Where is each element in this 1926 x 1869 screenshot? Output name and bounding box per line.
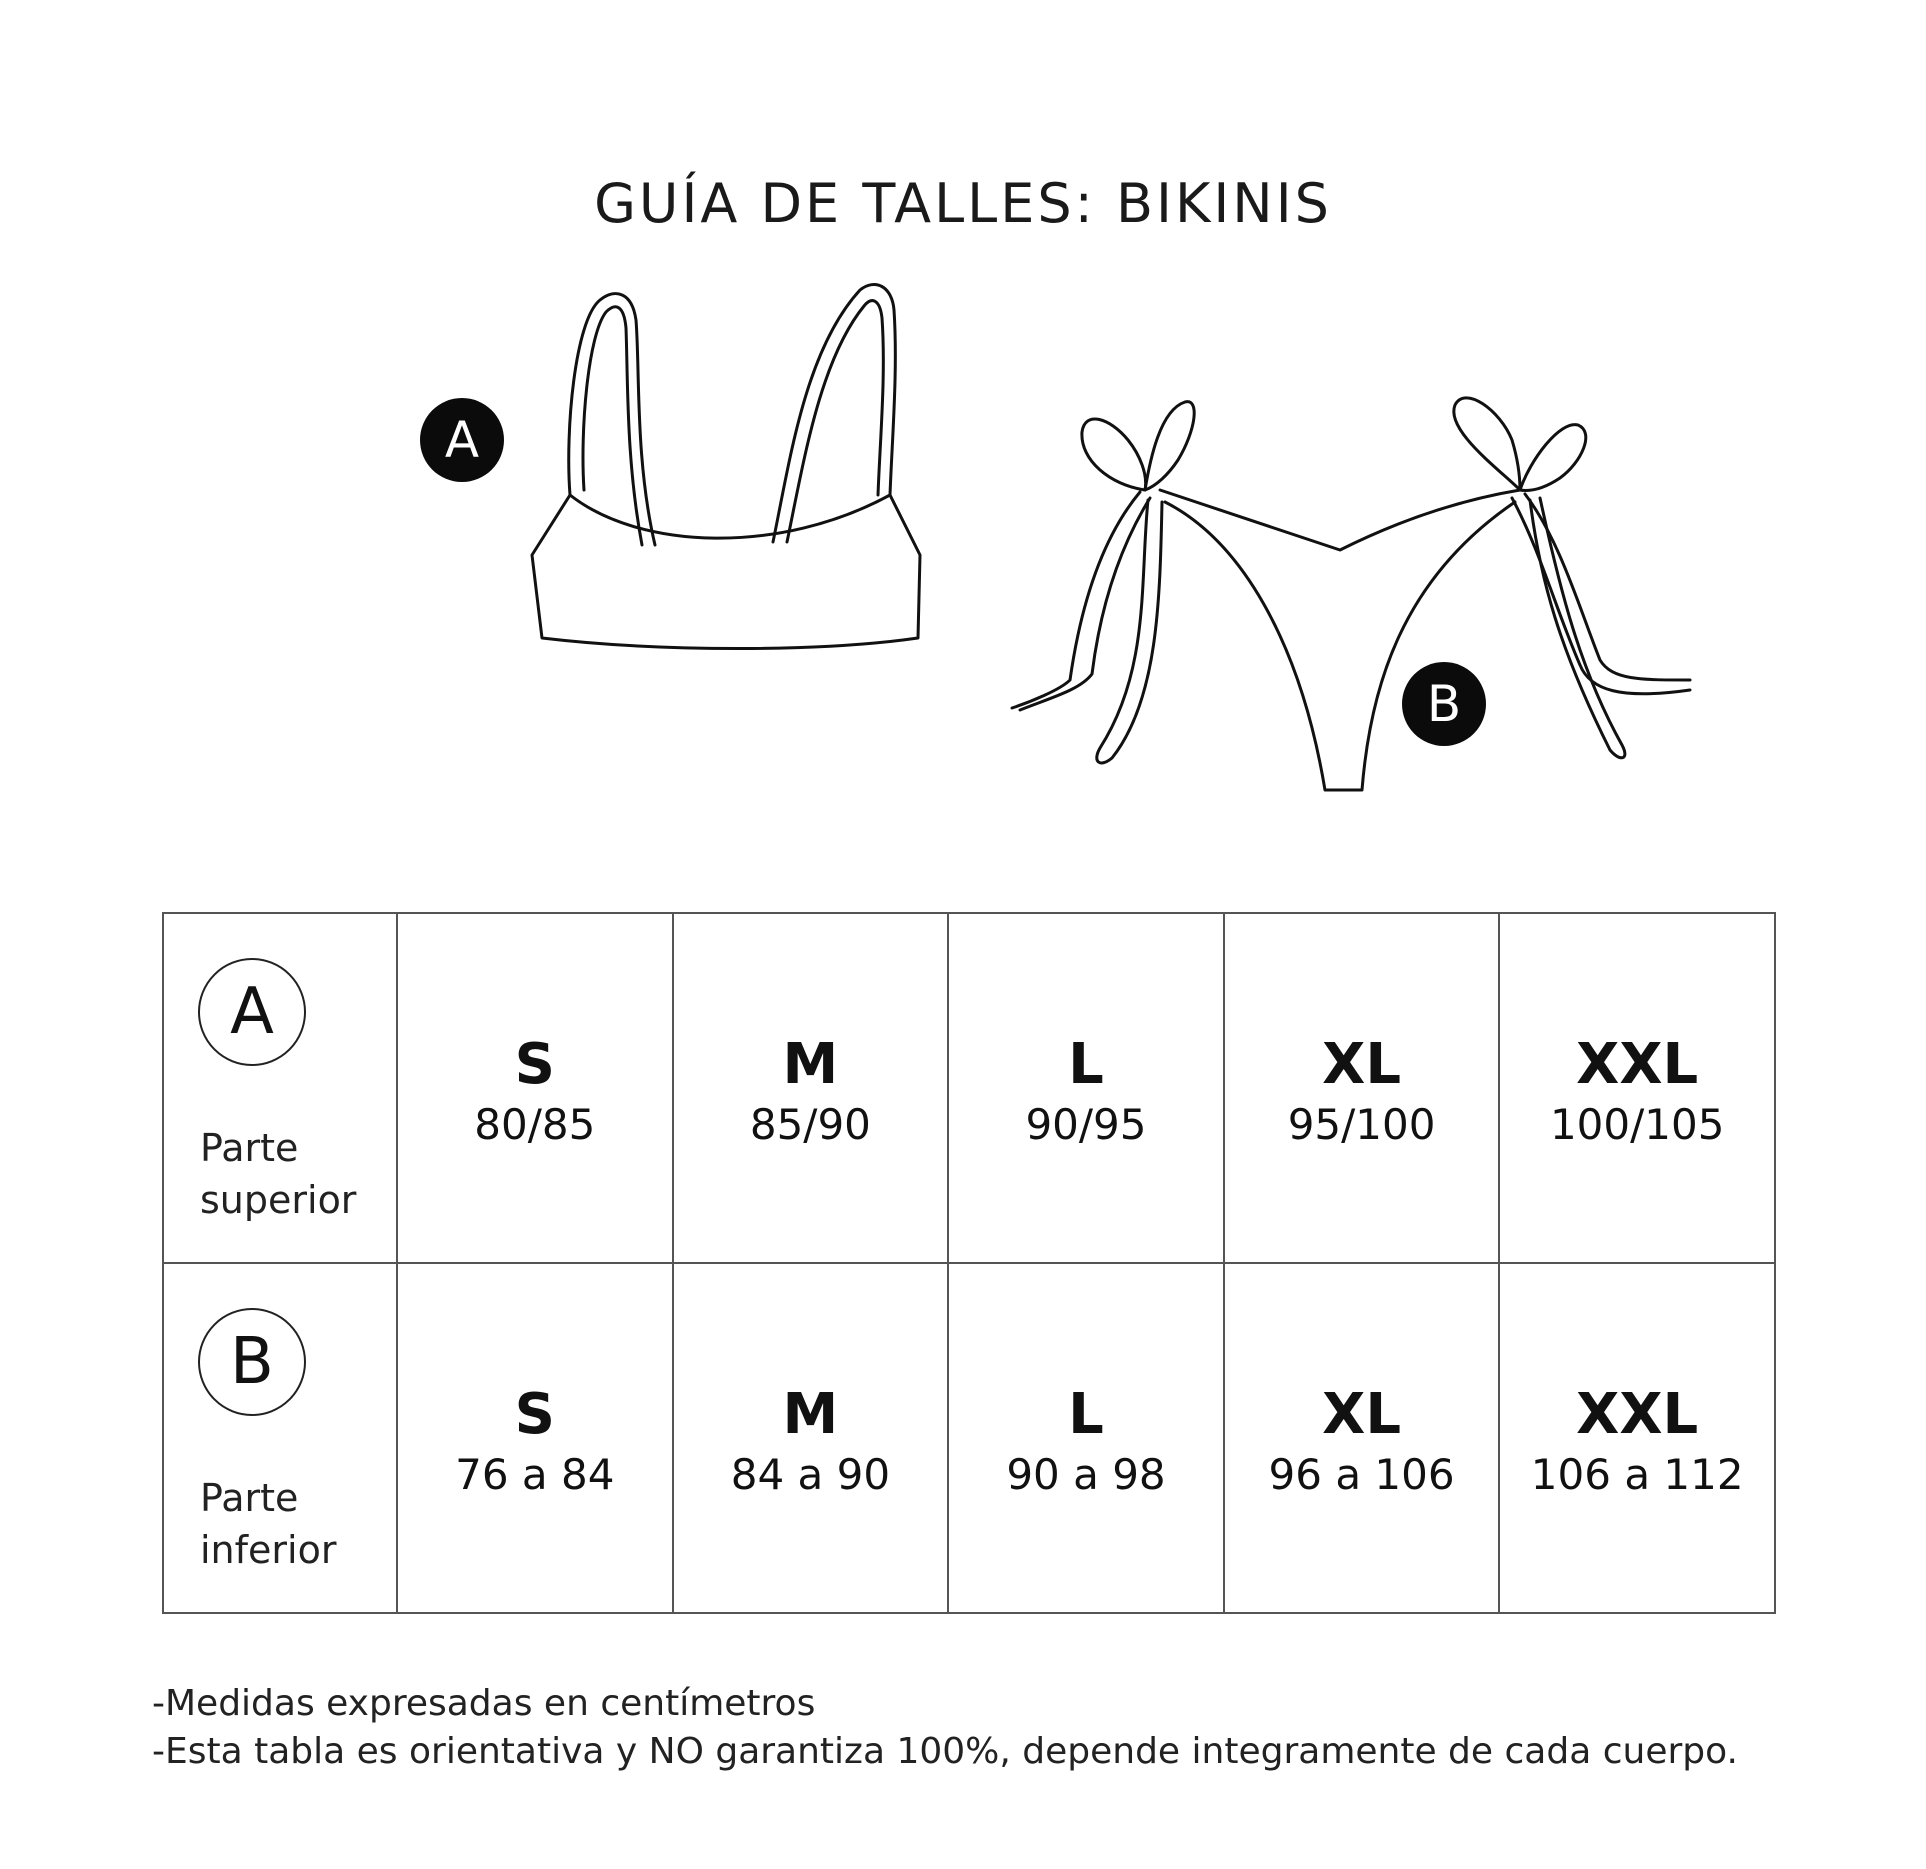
size-letter: M [782, 1032, 839, 1097]
size-range: 96 a 106 [1268, 1450, 1455, 1499]
table-row-top [163, 913, 1775, 1263]
size-cell [1499, 1263, 1775, 1613]
size-range: 85/90 [749, 1100, 871, 1149]
size-letter: L [1068, 1032, 1104, 1097]
circle-b-icon: B [198, 1308, 306, 1416]
size-letter: S [514, 1032, 555, 1097]
part-label-top [200, 1122, 356, 1226]
size-cell [673, 1263, 949, 1613]
size-cell [948, 913, 1224, 1263]
part-label-bottom [200, 1472, 336, 1576]
size-range: 76 a 84 [455, 1450, 615, 1499]
size-letter: XL [1322, 1382, 1401, 1447]
circle-a-icon: A [198, 958, 306, 1066]
size-cell [1224, 1263, 1500, 1613]
size-cell [1224, 913, 1500, 1263]
page-title: GUÍA DE TALLES: BIKINIS [594, 172, 1332, 235]
footnotes [152, 1680, 1738, 1776]
size-table [162, 912, 1776, 1614]
size-letter: S [514, 1382, 555, 1447]
bikini-top-icon [520, 280, 940, 660]
size-cell [397, 913, 673, 1263]
size-letter: XXL [1576, 1032, 1699, 1097]
part-label-line2: superior [200, 1178, 357, 1222]
part-label-line1: Parte [200, 1476, 299, 1520]
row-header-top [163, 913, 397, 1263]
size-cell [397, 1263, 673, 1613]
size-letter: XL [1322, 1032, 1401, 1097]
size-range: 84 a 90 [730, 1450, 891, 1499]
table-row-bottom [163, 1263, 1775, 1613]
size-range: 80/85 [474, 1100, 596, 1149]
badge-b-icon: B [1402, 662, 1486, 746]
row-header-bottom [163, 1263, 397, 1613]
part-label-line1: Parte [200, 1126, 299, 1170]
size-letter: M [782, 1382, 839, 1447]
footnote-disclaimer: -Esta tabla es orientativa y NO garantiza 100%, depende integramente de cada cuerpo. [152, 1731, 1738, 1772]
size-range: 95/100 [1287, 1100, 1436, 1149]
size-cell [1499, 913, 1775, 1263]
part-label-line2: inferior [200, 1528, 337, 1572]
size-range: 106 a 112 [1530, 1450, 1744, 1499]
size-cell [673, 913, 949, 1263]
size-range: 90 a 98 [1006, 1450, 1166, 1499]
size-range: 90/95 [1025, 1100, 1147, 1149]
badge-a-icon: A [420, 398, 504, 482]
bikini-bottom-icon [1000, 390, 1720, 810]
size-cell [948, 1263, 1224, 1613]
size-range: 100/105 [1549, 1100, 1725, 1149]
size-letter: XXL [1576, 1382, 1699, 1447]
size-letter: L [1068, 1382, 1104, 1447]
footnote-units: -Medidas expresadas en centímetros [152, 1683, 816, 1724]
